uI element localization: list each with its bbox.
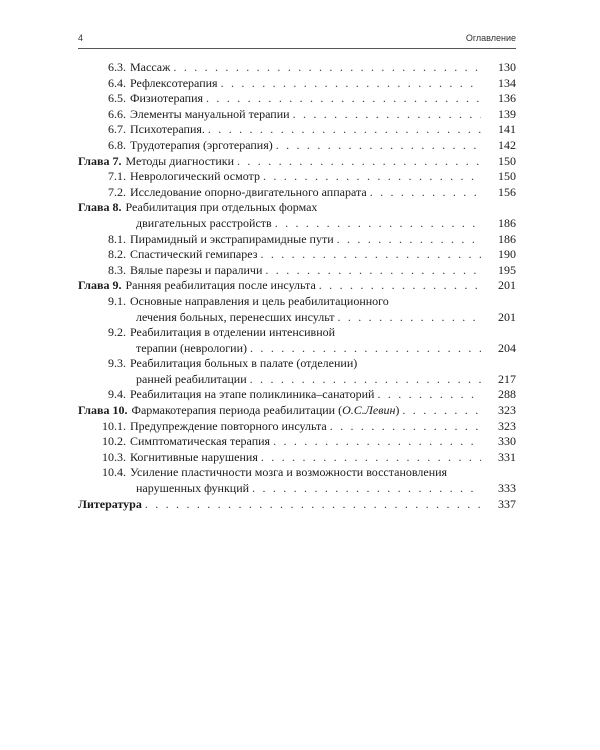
entry-page: 204 [498, 340, 516, 355]
entry-page: 150 [498, 153, 516, 168]
toc-chapter-continuation [78, 216, 516, 232]
entry-page: 331 [498, 449, 516, 464]
entry-title: Реабилитация больных в палате (отделении) [130, 356, 358, 371]
toc-entry [78, 138, 516, 154]
toc-entry-continuation [78, 481, 516, 497]
chapter-title: Ранняя реабилитация после инсульта [125, 278, 316, 293]
entry-number: 6.7. [108, 122, 126, 137]
toc-entry [78, 356, 516, 372]
entry-title-continuation: лечения больных, перенесших инсульт [136, 309, 335, 324]
entry-number: 8.2. [108, 247, 126, 262]
entry-title: Физиотерапия [130, 91, 204, 106]
entry-title: Основные направления и цель реабилитационного [130, 293, 389, 308]
entry-number: 6.3. [108, 60, 126, 74]
entry-title: Массаж [130, 60, 171, 74]
chapter-title: Фармакотерапия периода реабилитации [131, 403, 336, 418]
running-title: Оглавление [465, 33, 516, 43]
leader-dots [250, 372, 481, 388]
chapter-number: Глава 8. [78, 200, 122, 215]
leader-dots [208, 122, 481, 138]
toc-entry [78, 465, 516, 481]
entry-title: Симптоматическая терапия [130, 434, 271, 449]
entry-page: 330 [498, 434, 516, 449]
toc-bibliography [78, 497, 516, 513]
toc-entry [78, 419, 516, 435]
entry-title-continuation: нарушенных функций [136, 481, 250, 496]
toc-entry [78, 263, 516, 279]
header-rule [78, 48, 516, 49]
leader-dots [337, 310, 481, 326]
entry-page: 136 [498, 91, 516, 106]
toc-entry [78, 107, 516, 123]
leader-dots [337, 232, 481, 248]
entry-number: 6.6. [108, 106, 126, 121]
entry-number: 6.5. [108, 91, 126, 106]
entry-page: 190 [498, 247, 516, 262]
leader-dots [276, 138, 481, 154]
leader-dots [377, 387, 481, 403]
entry-title: Рефлексотерапия [130, 75, 218, 90]
toc-entry [78, 434, 516, 450]
entry-title: Пирамидный и экстрапирамидные пути [130, 231, 334, 246]
leader-dots [265, 263, 481, 279]
leader-dots [330, 419, 481, 435]
entry-number: 8.1. [108, 231, 126, 246]
entry-title: Реабилитация в отделении интенсивной [130, 325, 336, 340]
leader-dots [237, 154, 481, 170]
entry-title: Реабилитация на этапе поликлиника–санаторий [130, 387, 375, 402]
entry-number: 8.3. [108, 262, 126, 277]
leader-dots [252, 481, 481, 497]
toc-entry [78, 60, 516, 76]
entry-number: 6.4. [108, 75, 126, 90]
entry-title: Когнитивные нарушения [130, 449, 258, 464]
toc-entry [78, 185, 516, 201]
toc-entry [78, 232, 516, 248]
chapter-number: Глава 7. [78, 153, 122, 168]
leader-dots [145, 497, 481, 513]
toc-chapter [78, 154, 516, 170]
chapter-title: Реабилитация при отдельных формах [125, 200, 318, 215]
entry-number: 7.2. [108, 184, 126, 199]
leader-dots [370, 185, 481, 201]
entry-page: 288 [498, 387, 516, 402]
leader-dots [260, 247, 481, 263]
entry-title: Трудотерапия (эрготерапия) [130, 137, 273, 152]
toc-entry [78, 122, 516, 138]
leader-dots [319, 278, 481, 294]
leader-dots [250, 341, 481, 357]
entry-page: 139 [498, 106, 516, 121]
chapter-title-continuation: двигательных расстройств [136, 215, 272, 230]
entry-number: 10.3. [102, 449, 126, 464]
leader-dots [173, 60, 481, 76]
toc-entry-continuation [78, 310, 516, 326]
leader-dots [261, 450, 481, 466]
page-number: 4 [78, 33, 84, 43]
entry-title-continuation: ранней реабилитации [136, 371, 247, 386]
leader-dots [206, 91, 481, 107]
author-name: О.С.Левин [342, 403, 396, 418]
chapter-title: Методы диагностики [125, 153, 234, 168]
entry-number: 7.1. [108, 169, 126, 184]
toc-chapter [78, 278, 516, 294]
toc-entry-continuation [78, 372, 516, 388]
chapter-number: Глава 10. [78, 403, 128, 418]
toc-entry [78, 450, 516, 466]
entry-page: 130 [498, 60, 516, 74]
entry-page: 186 [498, 215, 516, 230]
entry-title-continuation: терапии (неврологии) [136, 340, 248, 355]
entry-page: 134 [498, 75, 516, 90]
entry-number: 10.1. [102, 418, 126, 433]
bibliography-title: Литература [78, 496, 142, 511]
entry-page: 156 [498, 184, 516, 199]
leader-dots [293, 107, 481, 123]
entry-number: 9.1. [108, 293, 126, 308]
entry-title: Психотерапия. [130, 122, 205, 137]
entry-number: 9.4. [108, 387, 126, 402]
entry-number: 10.4. [102, 465, 126, 480]
entry-page: 142 [498, 137, 516, 152]
entry-page: 323 [498, 418, 516, 433]
table-of-contents [78, 60, 516, 512]
entry-page: 217 [498, 371, 516, 386]
toc-entry [78, 76, 516, 92]
entry-title: Усиление пластичности мозга и возможности восстановления [130, 465, 448, 480]
entry-title: Предупреждение повторного инсульта [130, 418, 327, 433]
entry-title: Спастический гемипарез [130, 247, 258, 262]
entry-number: 9.3. [108, 356, 126, 371]
toc-entry [78, 325, 516, 341]
toc-chapter [78, 200, 516, 216]
entry-page: 150 [498, 169, 516, 184]
entry-number: 9.2. [108, 325, 126, 340]
entry-page: 333 [498, 481, 516, 496]
chapter-number: Глава 9. [78, 278, 122, 293]
entry-number: 6.8. [108, 137, 126, 152]
toc-entry [78, 294, 516, 310]
entry-page: 337 [498, 496, 516, 511]
running-header [78, 33, 516, 47]
entry-title: Неврологический осмотр [130, 169, 260, 184]
entry-page: 195 [498, 262, 516, 277]
leader-dots [275, 216, 481, 232]
entry-page: 201 [498, 278, 516, 293]
chapter-author: (О.С.Левин) [335, 403, 400, 418]
toc-entry [78, 91, 516, 107]
entry-title: Вялые парезы и параличи [130, 262, 263, 277]
entry-page: 323 [498, 403, 516, 418]
entry-number: 10.2. [102, 434, 126, 449]
toc-chapter [78, 403, 516, 419]
leader-dots [402, 403, 481, 419]
entry-title: Элементы мануальной терапии [130, 106, 290, 121]
toc-entry [78, 387, 516, 403]
leader-dots [273, 434, 481, 450]
entry-page: 201 [498, 309, 516, 324]
entry-page: 186 [498, 231, 516, 246]
leader-dots [263, 169, 481, 185]
entry-page: 141 [498, 122, 516, 137]
toc-entry-continuation [78, 341, 516, 357]
leader-dots [221, 76, 481, 92]
toc-entry [78, 169, 516, 185]
entry-title: Исследование опорно-двигательного аппарата [130, 184, 367, 199]
toc-entry [78, 247, 516, 263]
